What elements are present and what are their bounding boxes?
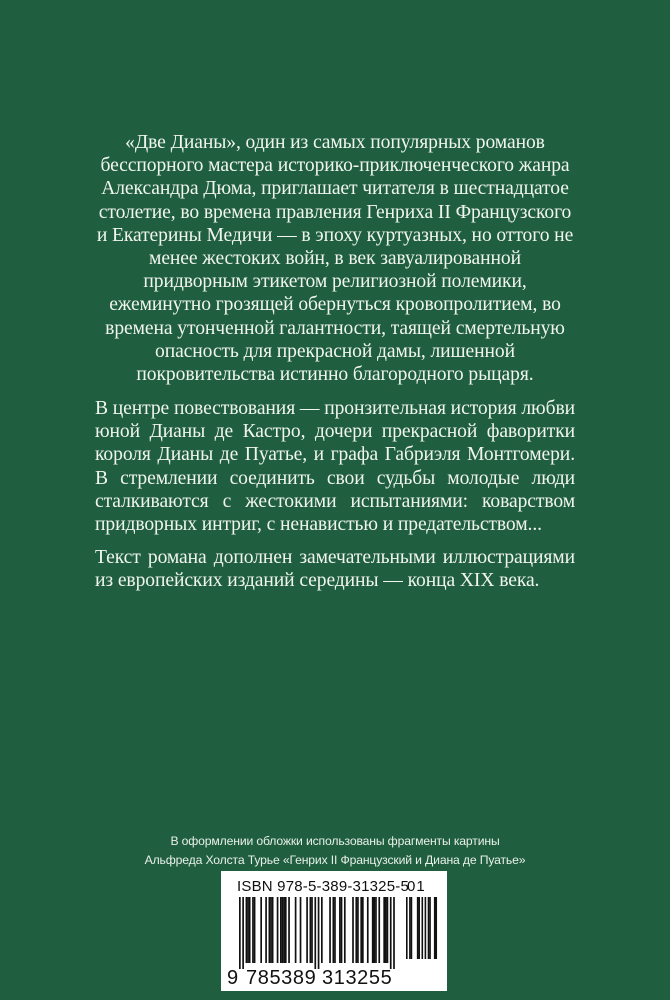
barcode-addon-bar <box>434 897 436 959</box>
barcode-bar <box>283 897 285 963</box>
isbn-label: ISBN 978-5-389-31325-5 <box>237 878 410 895</box>
barcode-bar <box>367 897 369 963</box>
barcode-addon-bar <box>428 897 430 959</box>
barcode-bar <box>311 897 313 963</box>
barcode-digit-first: 9 <box>227 967 239 989</box>
barcode-bar <box>360 897 362 963</box>
barcode-bar <box>300 897 302 963</box>
barcode-guard-bar <box>390 897 392 969</box>
barcode-header <box>221 879 447 895</box>
barcode-bar <box>252 897 254 963</box>
barcode-bar <box>341 897 343 963</box>
barcode-bar <box>249 897 251 963</box>
barcode-bar <box>247 897 249 963</box>
barcode-digits-left: 785389 <box>246 967 317 989</box>
barcode-bar <box>387 897 389 963</box>
barcode-bar <box>282 897 284 963</box>
barcode-bar <box>329 897 331 963</box>
barcode-bar <box>306 897 308 963</box>
barcode-bar <box>246 897 248 963</box>
barcode-bar <box>269 897 271 963</box>
barcode-bars <box>221 897 447 969</box>
barcode-bar <box>270 897 272 963</box>
barcode-bar <box>352 897 354 963</box>
cover-credits <box>100 832 570 870</box>
barcode-bar <box>272 897 274 963</box>
barcode-bar <box>310 897 312 963</box>
barcode-bar <box>280 897 282 963</box>
barcode-digits <box>221 967 447 989</box>
barcode-bar <box>357 897 359 963</box>
cover-credits-line-2: Альфреда Холста Турье «Генрих II Французский и Диана де Пуатье» <box>144 853 526 867</box>
barcode-addon-bar <box>409 897 411 959</box>
barcode-addon-bar <box>435 897 437 959</box>
barcode-bar <box>295 897 297 963</box>
barcode-bar <box>260 897 262 963</box>
barcode-guard-bar <box>239 897 241 969</box>
barcode-guard-bar <box>314 897 316 969</box>
annotation-paragraph-3: Текст романа дополнен замечательными иллюстрациями из европейских изданий середины — конца XIX века. <box>95 547 575 592</box>
barcode-guard-bar <box>393 897 395 969</box>
barcode-bar <box>383 897 385 963</box>
barcode-bar <box>334 897 336 963</box>
barcode-addon-bar <box>417 897 419 959</box>
barcode-bar <box>265 897 267 963</box>
barcode-bar <box>332 897 334 963</box>
barcode-bar <box>373 897 375 963</box>
barcode-bar <box>378 897 380 963</box>
barcode-guard-bar <box>318 897 320 969</box>
isbn-barcode <box>221 871 447 991</box>
barcode-addon-bar <box>411 897 413 959</box>
barcode-addon-label: 01 <box>407 878 426 895</box>
barcode-bar <box>285 897 287 963</box>
annotation-paragraph-1: «Две Дианы», один из самых популярных романов бесспорного мастера историко-приключенческого жанра Александра Дюма, приглашает читателя в шестнадцатое столетие, во времена правления Генриха II Французского и Екатерины Медичи — в эпоху куртуазных, но оттого не менее жестоких войн, в век завуалированной придворным этикетом религиозной полемики, ежеминутно грозящей обернуться кровопролитием, во времена утонченной галантности, таящей смертельную опасность для прекрасной дамы, лишенной покровительства истинно благородного рыцаря. <box>96 132 574 386</box>
barcode-bar <box>344 897 346 963</box>
annotation-paragraph-2: В центре повествования — пронзительная история любви юной Дианы де Кастро, дочери прекрасной фаворитки короля Дианы де Пуатье, и графа Габриэля Монтгомери. В стремлении соединить свои судьбы молодые люди сталкиваются с жестокими испытаниями: коварством придворных интриг, с ненавистью и предательством... <box>95 398 575 536</box>
barcode-addon-bar <box>422 897 424 959</box>
barcode-bar <box>321 897 323 963</box>
barcode-addon-bar <box>406 897 408 959</box>
barcode-addon-bar <box>429 897 431 959</box>
cover-credits-line-1: В оформлении обложки использованы фрагменты картины <box>170 834 500 848</box>
barcode-bar <box>355 897 357 963</box>
barcode-bar <box>372 897 374 963</box>
barcode-addon-bar <box>418 897 420 959</box>
barcode-bar <box>277 897 279 963</box>
barcode-digits-right: 313255 <box>322 967 393 989</box>
barcode-addon-bar <box>425 897 427 959</box>
barcode-bar <box>385 897 387 963</box>
barcode-bar <box>288 897 290 963</box>
barcode-bar <box>339 897 341 963</box>
barcode-guard-bar <box>242 897 244 969</box>
barcode-bar <box>254 897 256 963</box>
barcode-bar <box>375 897 377 963</box>
barcode-bar <box>362 897 364 963</box>
